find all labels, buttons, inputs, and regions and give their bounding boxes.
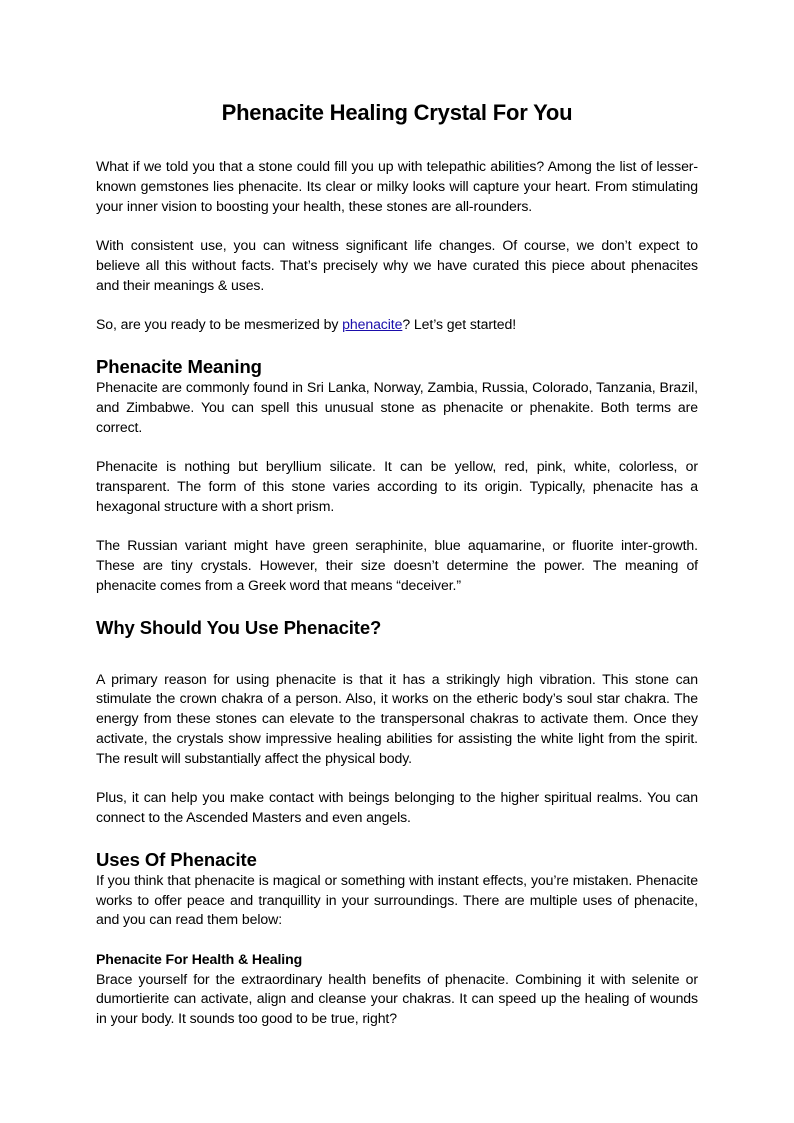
section-heading-uses: Uses Of Phenacite	[96, 848, 257, 870]
section-heading-why: Why Should You Use Phenacite?	[96, 616, 382, 638]
section-heading-meaning: Phenacite Meaning	[96, 355, 262, 377]
intro-paragraph-2: With consistent use, you can witness significant life changes. Of course, we don’t expect to believe all this without facts. That’s precisely why we have curated this piece about phenacites and their meanings & uses.	[96, 237, 698, 293]
page-title: Phenacite Healing Crystal For You	[221, 100, 573, 125]
intro-paragraph-3	[96, 315, 698, 335]
uses-paragraph-1: If you think that phenacite is magical or something with instant effects, you’re mistaken. Phenacite works to offer peace and tranquillity in your surroundings. There are multiple uses of phenacite, and you can read them below:	[96, 871, 698, 928]
document-page	[96, 98, 698, 1049]
uses-paragraph-2: Brace yourself for the extraordinary health benefits of phenacite. Combining it with selenite or dumortierite can activate, align and cleanse your chakras. It can speed up the healing of wounds in your body. It sounds too good to be true, right?	[96, 970, 698, 1027]
meaning-paragraph-2: Phenacite is nothing but beryllium silicate. It can be yellow, red, pink, white, colorless, or transparent. The form of this stone varies according to its origin. Typically, phenacite has a hexagonal structure with a short prism.	[96, 458, 698, 514]
intro-paragraph-3-text-after: ? Let’s get started!	[402, 316, 517, 333]
why-paragraph-2: Plus, it can help you make contact with beings belonging to the higher spiritual realms. You can connect to the Ascended Masters and even angels.	[96, 789, 698, 826]
sub-heading-health-healing: Phenacite For Health & Healing	[96, 950, 303, 967]
why-paragraph-1: A primary reason for using phenacite is that it has a strikingly high vibration. This stone can stimulate the crown chakra of a person. Also, it works on the etheric body’s soul star chakra. The energy from these stones can elevate to the transpersonal chakras to activate them. Once they activate, the crystals show impressive healing abilities for assisting the white light from the spirit. The result will substantially affect the physical body.	[96, 670, 698, 766]
meaning-paragraph-1: Phenacite are commonly found in Sri Lanka, Norway, Zambia, Russia, Colorado, Tanzania, Brazil, and Zimbabwe. You can spell this unusual stone as phenacite or phenakite. Both terms are correct.	[96, 378, 698, 435]
intro-paragraph-1: What if we told you that a stone could fill you up with telepathic abilities? Among the list of lesser-known gemstones lies phenacite. Its clear or milky looks will capture your heart. From stimulating your inner vision to boosting your health, these stones are all-rounders.	[96, 158, 698, 214]
phenacite-link[interactable]: phenacite	[342, 316, 403, 333]
meaning-paragraph-3: The Russian variant might have green seraphinite, blue aquamarine, or fluorite inter-growth. These are tiny crystals. However, their size doesn’t determine the power. The meaning of phenacite comes from a Greek word that means “deceiver.”	[96, 537, 698, 593]
intro-paragraph-3-text-before: So, are you ready to be mesmerized by	[96, 316, 343, 333]
